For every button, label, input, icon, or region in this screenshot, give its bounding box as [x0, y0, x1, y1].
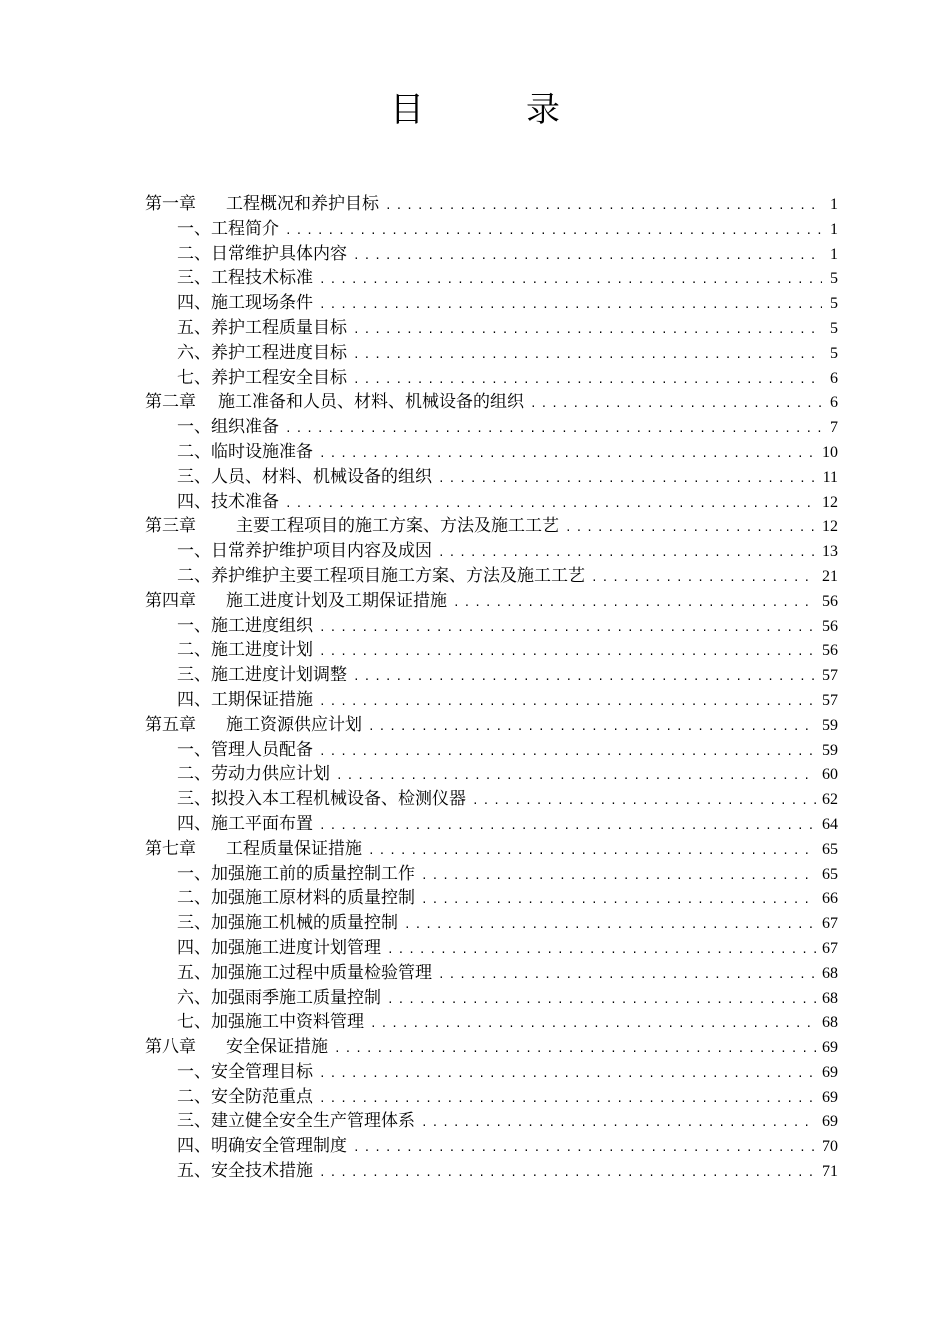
toc-section-entry[interactable] — [145, 539, 838, 564]
toc-chapter-label — [145, 713, 362, 738]
toc-dot-leader — [319, 1062, 816, 1087]
toc-section-entry[interactable] — [145, 862, 838, 887]
toc-page-number: 13 — [822, 543, 838, 561]
toc-page-number: 1 — [830, 220, 838, 238]
toc-page-number: 11 — [822, 468, 838, 486]
toc-section-entry[interactable] — [145, 242, 838, 267]
toc-dot-leader — [319, 740, 816, 765]
table-of-contents — [145, 192, 838, 1184]
toc-chapter-entry[interactable] — [145, 514, 838, 539]
toc-page-number: 6 — [830, 369, 838, 387]
toc-section-label: 四、明确安全管理制度 — [177, 1136, 347, 1157]
toc-dot-leader — [385, 194, 822, 219]
toc-page-number: 69 — [822, 1063, 838, 1081]
toc-chapter-entry[interactable] — [145, 390, 838, 415]
toc-dot-leader — [353, 368, 822, 393]
toc-chapter-number: 第八章 — [145, 1037, 196, 1058]
toc-section-entry[interactable] — [145, 936, 838, 961]
toc-chapter-entry[interactable] — [145, 1035, 838, 1060]
toc-section-entry[interactable] — [145, 465, 838, 490]
toc-dot-leader — [319, 1087, 816, 1112]
toc-chapter-title: 施工进度计划及工期保证措施 — [226, 590, 447, 611]
toc-page-number: 56 — [822, 592, 838, 610]
toc-chapter-label — [145, 1035, 328, 1060]
toc-dot-leader — [387, 938, 816, 963]
toc-page-number: 57 — [822, 691, 838, 709]
toc-page-number: 71 — [822, 1163, 838, 1181]
toc-section-entry[interactable] — [145, 564, 838, 589]
toc-dot-leader — [285, 219, 822, 244]
toc-section-label: 一、组织准备 — [177, 417, 279, 438]
toc-section-label: 四、施工现场条件 — [177, 293, 313, 314]
toc-section-label: 一、管理人员配备 — [177, 739, 313, 760]
toc-page-number: 12 — [822, 493, 838, 511]
toc-section-label: 七、养护工程安全目标 — [177, 367, 347, 388]
toc-section-label: 一、施工进度组织 — [177, 615, 313, 636]
toc-chapter-label — [145, 589, 447, 614]
toc-chapter-number: 第二章 — [145, 392, 196, 413]
toc-section-label: 五、安全技术措施 — [177, 1161, 313, 1182]
toc-dot-leader — [319, 442, 816, 467]
toc-page-number: 68 — [822, 964, 838, 982]
toc-chapter-title: 施工准备和人员、材料、机械设备的组织 — [218, 392, 524, 413]
toc-section-label: 二、施工进度计划 — [177, 640, 313, 661]
toc-page-number: 5 — [830, 319, 838, 337]
toc-chapter-number: 第三章 — [145, 516, 196, 537]
toc-page-number: 59 — [822, 716, 838, 734]
toc-dot-leader — [453, 591, 816, 616]
toc-page-number: 57 — [822, 667, 838, 685]
toc-dot-leader — [319, 690, 816, 715]
toc-dot-leader — [421, 888, 816, 913]
toc-section-entry[interactable] — [145, 787, 838, 812]
toc-page-number: 6 — [830, 394, 838, 412]
toc-section-label: 二、安全防范重点 — [177, 1086, 313, 1107]
toc-section-label: 一、工程简介 — [177, 218, 279, 239]
toc-page-number: 5 — [830, 270, 838, 288]
toc-section-label: 七、加强施工中资料管理 — [177, 1012, 364, 1033]
toc-section-label: 四、施工平面布置 — [177, 813, 313, 834]
toc-page-number: 68 — [822, 989, 838, 1007]
toc-chapter-title: 工程概况和养护目标 — [226, 194, 379, 214]
toc-section-entry[interactable] — [145, 762, 838, 787]
toc-dot-leader — [368, 715, 816, 740]
toc-chapter-title: 主要工程项目的施工方案、方法及施工工艺 — [236, 516, 559, 537]
toc-dot-leader — [530, 392, 822, 417]
toc-section-label: 五、加强施工过程中质量检验管理 — [177, 962, 432, 983]
toc-chapter-number: 第四章 — [145, 590, 196, 611]
toc-chapter-number: 第七章 — [145, 838, 196, 859]
toc-section-entry[interactable] — [145, 490, 838, 515]
toc-dot-leader — [472, 789, 816, 814]
toc-page-number: 10 — [822, 443, 838, 461]
toc-section-label: 六、加强雨季施工质量控制 — [177, 987, 381, 1008]
toc-dot-leader — [353, 318, 822, 343]
toc-section-label: 四、工期保证措施 — [177, 689, 313, 710]
toc-section-label: 四、技术准备 — [177, 491, 279, 512]
toc-section-entry[interactable] — [145, 1159, 838, 1184]
toc-section-label: 一、加强施工前的质量控制工作 — [177, 863, 415, 884]
toc-dot-leader — [319, 640, 816, 665]
toc-chapter-label — [145, 837, 362, 862]
toc-dot-leader — [319, 293, 822, 318]
toc-dot-leader — [319, 616, 816, 641]
toc-section-entry[interactable] — [145, 1134, 838, 1159]
toc-dot-leader — [353, 665, 816, 690]
toc-section-entry[interactable] — [145, 440, 838, 465]
toc-dot-leader — [387, 988, 816, 1013]
toc-dot-leader — [421, 864, 816, 889]
toc-section-entry[interactable] — [145, 986, 838, 1011]
toc-section-label: 二、日常维护具体内容 — [177, 243, 347, 264]
toc-section-entry[interactable] — [145, 688, 838, 713]
toc-section-entry[interactable] — [145, 316, 838, 341]
toc-chapter-number: 第五章 — [145, 714, 196, 735]
toc-dot-leader — [334, 1037, 816, 1062]
toc-page-number: 21 — [822, 567, 838, 585]
toc-section-entry[interactable] — [145, 911, 838, 936]
toc-page-number: 69 — [822, 1088, 838, 1106]
toc-chapter-label — [145, 390, 524, 415]
toc-section-label: 三、施工进度计划调整 — [177, 665, 347, 686]
toc-section-entry[interactable] — [145, 738, 838, 763]
toc-page-number: 62 — [822, 791, 838, 809]
toc-dot-leader — [438, 541, 816, 566]
toc-dot-leader — [319, 268, 822, 293]
toc-page-number: 5 — [830, 344, 838, 362]
toc-chapter-title: 安全保证措施 — [226, 1037, 328, 1058]
toc-dot-leader — [285, 417, 822, 442]
toc-dot-leader — [565, 516, 816, 541]
toc-dot-leader — [438, 467, 817, 492]
toc-dot-leader — [353, 244, 822, 269]
toc-section-entry[interactable] — [145, 1010, 838, 1035]
toc-section-entry[interactable] — [145, 266, 838, 291]
toc-page-number: 12 — [822, 518, 838, 536]
toc-page-number: 65 — [822, 865, 838, 883]
toc-dot-leader — [336, 764, 816, 789]
toc-page-number: 56 — [822, 642, 838, 660]
toc-page-number: 7 — [830, 419, 838, 437]
toc-page-number: 69 — [822, 1039, 838, 1057]
toc-dot-leader — [370, 1012, 816, 1037]
toc-dot-leader — [285, 492, 816, 517]
toc-page-number: 66 — [822, 890, 838, 908]
toc-section-label: 五、养护工程质量目标 — [177, 317, 347, 338]
toc-section-label: 三、工程技术标准 — [177, 268, 313, 289]
toc-chapter-entry[interactable] — [145, 192, 838, 217]
toc-page-number: 65 — [822, 840, 838, 858]
toc-dot-leader — [368, 839, 816, 864]
toc-chapter-title: 施工资源供应计划 — [226, 714, 362, 735]
page-title: 目 录 — [390, 90, 594, 130]
toc-dot-leader — [591, 566, 816, 591]
toc-section-label: 三、加强施工机械的质量控制 — [177, 913, 398, 934]
toc-page-number: 67 — [822, 939, 838, 957]
toc-section-label: 二、养护维护主要工程项目施工方案、方法及施工工艺 — [177, 565, 585, 586]
toc-page-number: 1 — [830, 196, 838, 213]
toc-section-label: 二、加强施工原材料的质量控制 — [177, 888, 415, 909]
toc-page-number: 70 — [822, 1138, 838, 1156]
toc-section-entry[interactable] — [145, 291, 838, 316]
toc-section-entry[interactable] — [145, 663, 838, 688]
toc-section-label: 三、拟投入本工程机械设备、检测仪器 — [177, 789, 466, 810]
toc-chapter-entry[interactable] — [145, 713, 838, 738]
toc-section-entry[interactable] — [145, 638, 838, 663]
toc-section-label: 三、建立健全安全生产管理体系 — [177, 1111, 415, 1132]
toc-chapter-number: 第一章 — [145, 194, 196, 214]
toc-chapter-label — [145, 192, 379, 217]
toc-chapter-entry[interactable] — [145, 837, 838, 862]
toc-dot-leader — [438, 963, 816, 988]
toc-chapter-entry[interactable] — [145, 589, 838, 614]
toc-page-number: 60 — [822, 766, 838, 784]
toc-page-number: 59 — [822, 741, 838, 759]
toc-page-number: 69 — [822, 1113, 838, 1131]
toc-section-label: 二、劳动力供应计划 — [177, 764, 330, 785]
toc-page-number: 68 — [822, 1014, 838, 1032]
toc-section-entry[interactable] — [145, 1109, 838, 1134]
toc-page-number: 5 — [830, 295, 838, 313]
toc-section-entry[interactable] — [145, 217, 838, 242]
toc-section-entry[interactable] — [145, 812, 838, 837]
toc-page-number: 67 — [822, 915, 838, 933]
toc-section-entry[interactable] — [145, 415, 838, 440]
toc-section-label: 二、临时设施准备 — [177, 441, 313, 462]
toc-section-entry[interactable] — [145, 614, 838, 639]
toc-section-entry[interactable] — [145, 961, 838, 986]
toc-dot-leader — [353, 1136, 816, 1161]
toc-section-label: 一、安全管理目标 — [177, 1061, 313, 1082]
toc-page-number: 56 — [822, 617, 838, 635]
toc-dot-leader — [404, 913, 816, 938]
toc-dot-leader — [319, 814, 816, 839]
toc-chapter-label — [145, 514, 559, 539]
toc-section-entry[interactable] — [145, 886, 838, 911]
toc-section-label: 六、养护工程进度目标 — [177, 342, 347, 363]
toc-section-label: 一、日常养护维护项目内容及成因 — [177, 541, 432, 562]
toc-section-label: 三、人员、材料、机械设备的组织 — [177, 466, 432, 487]
toc-section-entry[interactable] — [145, 366, 838, 391]
toc-page-number: 64 — [822, 815, 838, 833]
toc-section-label: 四、加强施工进度计划管理 — [177, 937, 381, 958]
toc-section-entry[interactable] — [145, 1060, 838, 1085]
toc-chapter-title: 工程质量保证措施 — [226, 838, 362, 859]
toc-section-entry[interactable] — [145, 1085, 838, 1110]
toc-dot-leader — [421, 1111, 816, 1136]
toc-section-entry[interactable] — [145, 341, 838, 366]
toc-dot-leader — [319, 1161, 816, 1186]
toc-dot-leader — [353, 343, 822, 368]
toc-page-number: 1 — [830, 245, 838, 263]
